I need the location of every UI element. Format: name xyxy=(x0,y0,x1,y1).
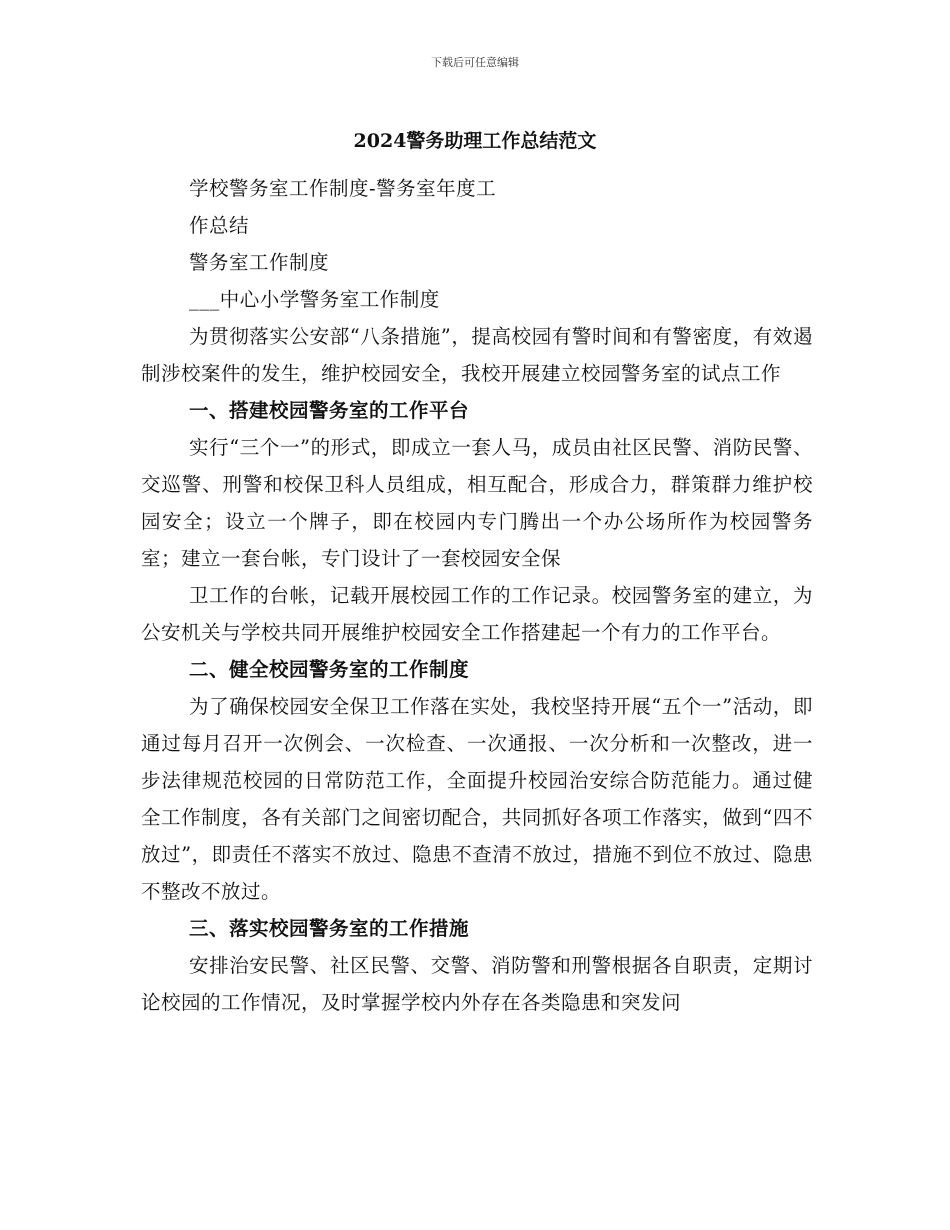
paragraph: 实行“三个一”的形式，即成立一套人马，成员由社区民警、消防民警、交巡警、刑警和校保卫科人员组成，相互配合，形成合力，群策群力维护校园安全；设立一个牌子，即在校园内专门腾出一个办公场所作为校园警务室；建立一套台帐，专门设计了一套校园安全保 xyxy=(141,436,813,570)
header-note: 下载后可任意编辑 xyxy=(431,56,519,69)
paragraph: 作总结 xyxy=(189,214,250,237)
paragraph: 警务室工作制度 xyxy=(189,251,330,274)
paragraph: 为贯彻落实公安部“八条措施”，提高校园有警时间和有警密度，有效遏制涉校案件的发生，维护校园安全，我校开展建立校园警务室的试点工作 xyxy=(141,325,813,385)
paragraph: 为了确保校园安全保卫工作落在实处，我校坚持开展“五个一”活动，即通过每月召开一次例会、一次检查、一次通报、一次分析和一次整改，进一步法律规范校园的日常防范工作，全面提升校园治安综合防范能力。通过健全工作制度，各有关部门之间密切配合，共同抓好各项工作落实，做到“四不放过”，即责任不落实不放过、隐患不查清不放过，措施不到位不放过、隐患不整改不放过。 xyxy=(141,695,813,903)
section-heading: 二、健全校园警务室的工作制度 xyxy=(189,658,470,681)
section-heading: 三、落实校园警务室的工作措施 xyxy=(189,917,470,940)
document-title: 2024警务助理工作总结范文 xyxy=(353,130,597,152)
paragraph: 卫工作的台帐，记载开展校园工作的工作记录。校园警务室的建立，为公安机关与学校共同开展维护校园安全工作搭建起一个有力的工作平台。 xyxy=(141,584,813,644)
paragraph: 学校警务室工作制度-警务室年度工 xyxy=(189,177,497,200)
document-body xyxy=(141,170,813,1021)
paragraph: 安排治安民警、社区民警、交警、消防警和刑警根据各自职责，定期讨论校园的工作情况，及时掌握学校内外存在各类隐患和突发问 xyxy=(141,954,813,1014)
paragraph: ___中心小学警务室工作制度 xyxy=(189,288,440,311)
section-heading: 一、搭建校园警务室的工作平台 xyxy=(189,399,470,422)
